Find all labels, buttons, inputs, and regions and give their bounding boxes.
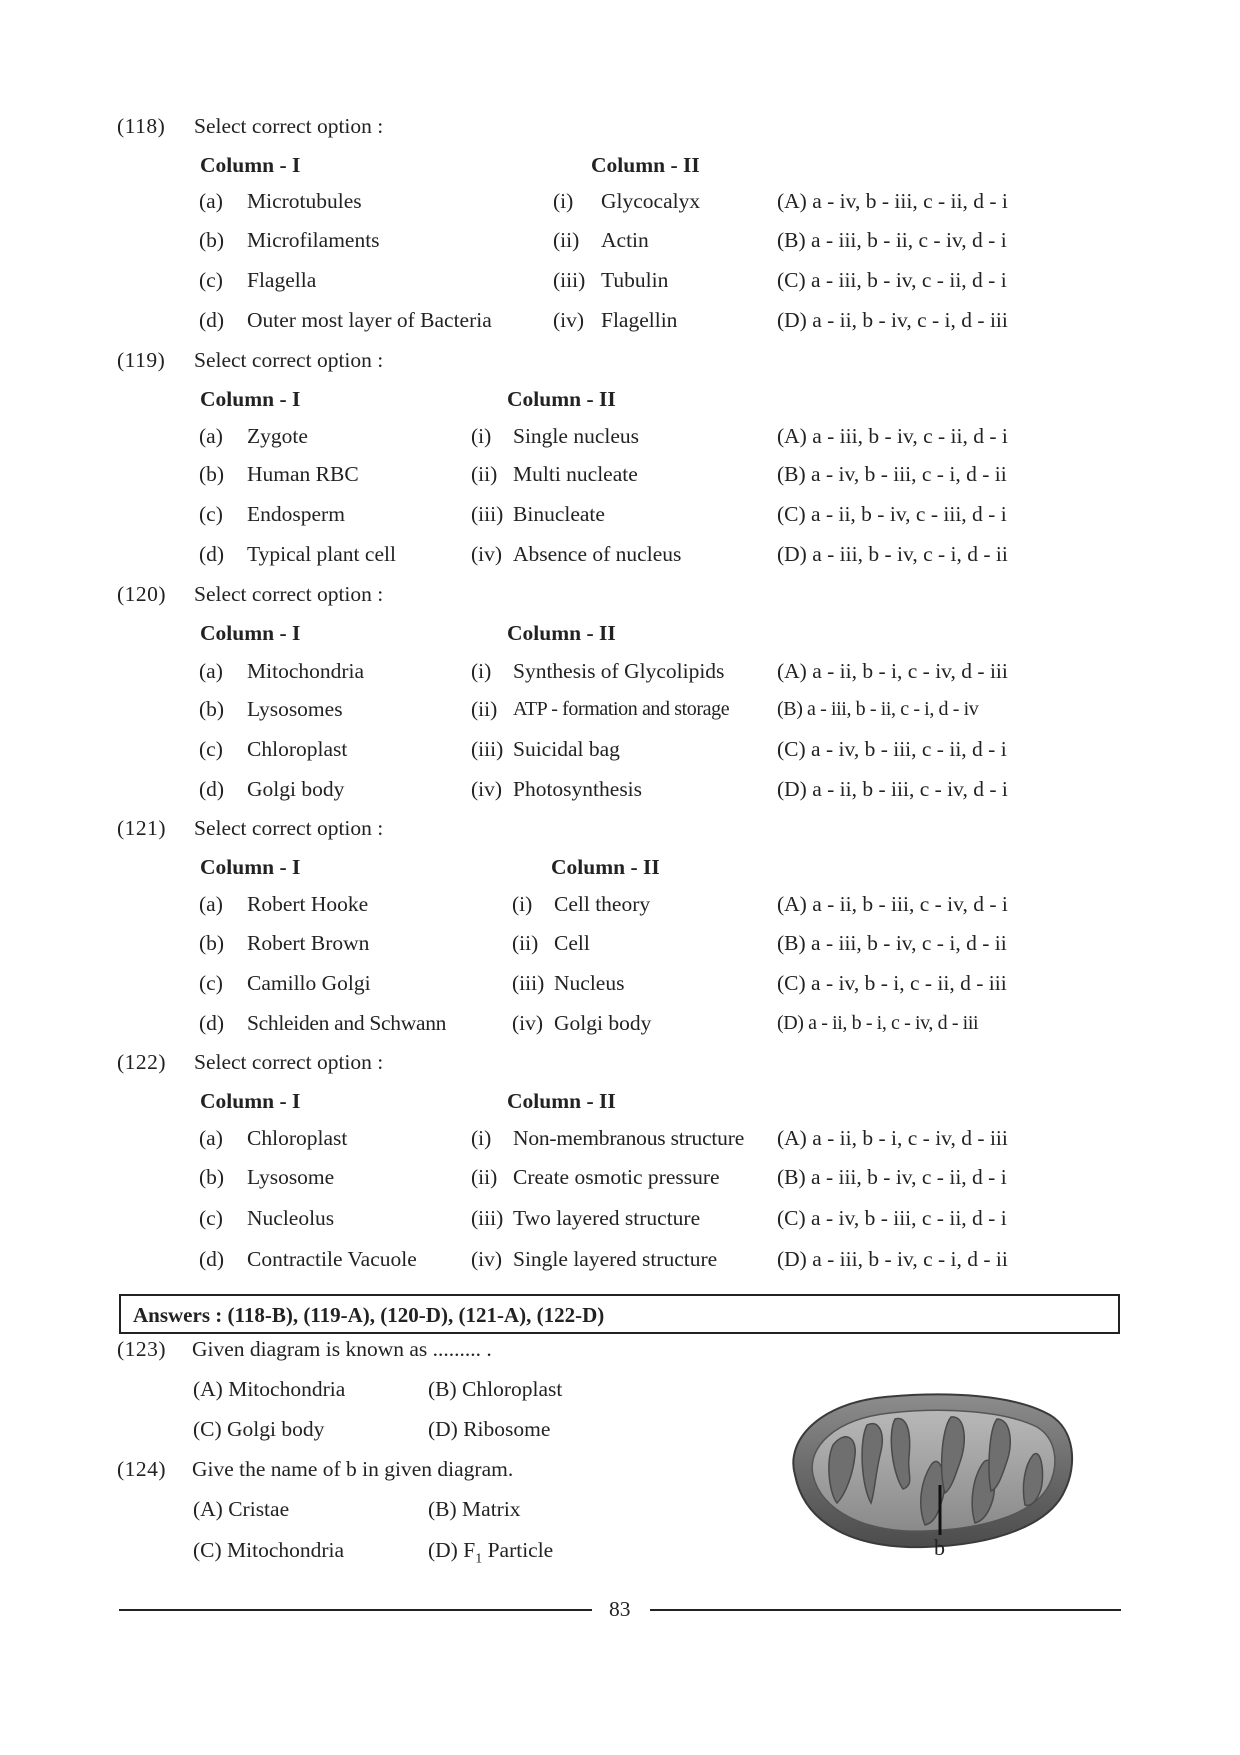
row-label: (iii): [553, 268, 586, 292]
column-1-header: Column - I: [200, 621, 301, 645]
answer-option: (A) a - iii, b - iv, c - ii, d - i: [777, 424, 1008, 448]
column-1-item: Nucleolus: [247, 1206, 335, 1230]
column-1-item: Contractile Vacuole: [247, 1247, 417, 1271]
row-label: (a): [199, 189, 223, 213]
option-a: (A) Cristae: [193, 1497, 290, 1521]
row-label: (c): [199, 1206, 223, 1230]
column-2-header: Column - II: [507, 621, 616, 645]
answer-option: (B) a - iii, b - iv, c - ii, d - i: [777, 1165, 1007, 1189]
question-number: (121): [117, 816, 167, 840]
row-label: (iv): [553, 308, 585, 332]
column-2-item: Suicidal bag: [513, 737, 620, 761]
column-2-item: Create osmotic pressure: [513, 1165, 720, 1189]
column-2-header: Column - II: [507, 1089, 616, 1113]
column-1-item: Mitochondria: [247, 659, 365, 683]
column-2-item: Absence of nucleus: [513, 542, 682, 566]
row-label: (b): [199, 1165, 225, 1189]
row-label: (iii): [471, 1206, 504, 1230]
answer-option: (C) a - ii, b - iv, c - iii, d - i: [777, 502, 1007, 526]
row-label: (ii): [471, 1165, 498, 1189]
answer-option: (D) a - ii, b - iii, c - iv, d - i: [777, 777, 1008, 801]
diagram-label-b: b: [934, 1535, 945, 1560]
row-label: (ii): [553, 228, 580, 252]
question-prompt: Select correct option :: [194, 348, 384, 372]
column-2-header: Column - II: [551, 855, 660, 879]
option-d: [428, 1540, 553, 1566]
column-1-item: Robert Brown: [247, 931, 370, 955]
column-2-item: Single nucleus: [513, 424, 639, 448]
row-label: (b): [199, 931, 225, 955]
column-2-item: Tubulin: [601, 268, 669, 292]
answer-option: (A) a - ii, b - i, c - iv, d - iii: [777, 659, 1008, 683]
row-label: (i): [471, 424, 492, 448]
column-2-item: Binucleate: [513, 502, 605, 526]
column-1-item: Camillo Golgi: [247, 971, 371, 995]
row-label: (iii): [512, 971, 545, 995]
footer-rule-left: [119, 1609, 592, 1611]
row-label: (iii): [471, 737, 504, 761]
row-label: (ii): [512, 931, 539, 955]
answer-option: (A) a - ii, b - i, c - iv, d - iii: [777, 1126, 1008, 1150]
row-label: (c): [199, 971, 223, 995]
question-prompt: Select correct option :: [194, 114, 384, 138]
row-label: (c): [199, 737, 223, 761]
question-number: (122): [117, 1050, 167, 1074]
column-2-item: Golgi body: [554, 1011, 652, 1035]
column-1-item: Chloroplast: [247, 1126, 348, 1150]
option-d-prefix: (D) F: [428, 1538, 476, 1562]
answer-option: (B) a - iii, b - iv, c - i, d - ii: [777, 931, 1007, 955]
row-label: (iii): [471, 502, 504, 526]
column-1-item: Endosperm: [247, 502, 345, 526]
row-label: (iv): [512, 1011, 544, 1035]
column-1-item: Golgi body: [247, 777, 345, 801]
question-number: (119): [117, 348, 166, 372]
row-label: (d): [199, 542, 225, 566]
column-1-header: Column - I: [200, 855, 301, 879]
column-2-item: Single layered structure: [513, 1247, 718, 1271]
row-label: (c): [199, 502, 223, 526]
row-label: (iv): [471, 777, 503, 801]
row-label: (a): [199, 659, 223, 683]
column-2-item: Glycocalyx: [601, 189, 701, 213]
answer-option: (A) a - iv, b - iii, c - ii, d - i: [777, 189, 1008, 213]
answer-option: (D) a - ii, b - iv, c - i, d - iii: [777, 308, 1008, 332]
column-1-header: Column - I: [200, 387, 301, 411]
row-label: (d): [199, 1247, 225, 1271]
column-2-item: Multi nucleate: [513, 462, 638, 486]
column-1-item: Human RBC: [247, 462, 359, 486]
mitochondrion-diagram: [775, 1385, 1080, 1565]
column-2-item: Two layered structure: [513, 1206, 701, 1230]
row-label: (a): [199, 892, 223, 916]
column-2-item: Cell theory: [554, 892, 651, 916]
column-2-item: Cell: [554, 931, 590, 955]
column-1-item: Flagella: [247, 268, 317, 292]
row-label: (b): [199, 697, 225, 721]
row-label: (d): [199, 308, 225, 332]
column-1-header: Column - I: [200, 1089, 301, 1113]
column-2-header: Column - II: [591, 153, 700, 177]
answer-option: (D) a - iii, b - iv, c - i, d - ii: [777, 1247, 1008, 1271]
question-number: (118): [117, 114, 166, 138]
row-label: (b): [199, 228, 225, 252]
question-prompt: Select correct option :: [194, 582, 384, 606]
column-2-item: Non-membranous structure: [513, 1126, 745, 1150]
row-label: (c): [199, 268, 223, 292]
question-number: (123): [117, 1337, 167, 1361]
row-label: (i): [553, 189, 574, 213]
answer-option: (B) a - iii, b - ii, c - i, d - iv: [777, 698, 979, 720]
option-d-suffix: Particle: [482, 1538, 554, 1562]
option-c: (C) Mitochondria: [193, 1538, 345, 1562]
footer-rule-right: [650, 1609, 1121, 1611]
column-1-item: Lysosomes: [247, 697, 343, 721]
answer-option: (B) a - iii, b - ii, c - iv, d - i: [777, 228, 1007, 252]
option-b: (B) Chloroplast: [428, 1377, 563, 1401]
option-d-subscript: 1: [475, 1551, 483, 1567]
column-2-item: Synthesis of Glycolipids: [513, 659, 725, 683]
answer-option: (D) a - iii, b - iv, c - i, d - ii: [777, 542, 1008, 566]
column-1-item: Robert Hooke: [247, 892, 369, 916]
answer-option: (C) a - iv, b - iii, c - ii, d - i: [777, 1206, 1007, 1230]
row-label: (d): [199, 777, 225, 801]
column-1-item: Typical plant cell: [247, 542, 396, 566]
question-number: (120): [117, 582, 167, 606]
column-2-header: Column - II: [507, 387, 616, 411]
option-c: (C) Golgi body: [193, 1417, 325, 1441]
question-prompt: Given diagram is known as ......... .: [192, 1337, 492, 1361]
page-number: 83: [609, 1597, 631, 1621]
answer-option: (B) a - iv, b - iii, c - i, d - ii: [777, 462, 1007, 486]
column-1-header: Column - I: [200, 153, 301, 177]
column-1-item: Outer most layer of Bacteria: [247, 308, 492, 332]
row-label: (i): [471, 1126, 492, 1150]
question-number: (124): [117, 1457, 167, 1481]
answers-text: Answers : (118-B), (119-A), (120-D), (121-A), (122-D): [133, 1303, 605, 1327]
question-prompt: Give the name of b in given diagram.: [192, 1457, 514, 1481]
column-1-item: Microtubules: [247, 189, 362, 213]
row-label: (d): [199, 1011, 225, 1035]
row-label: (i): [512, 892, 533, 916]
row-label: (ii): [471, 697, 498, 721]
option-d: (D) Ribosome: [428, 1417, 551, 1441]
column-2-item: ATP - formation and storage: [513, 698, 730, 720]
answer-option: (C) a - iv, b - i, c - ii, d - iii: [777, 971, 1007, 995]
row-label: (b): [199, 462, 225, 486]
column-1-item: Chloroplast: [247, 737, 348, 761]
row-label: (i): [471, 659, 492, 683]
row-label: (ii): [471, 462, 498, 486]
answer-option: (A) a - ii, b - iii, c - iv, d - i: [777, 892, 1008, 916]
column-2-item: Nucleus: [554, 971, 625, 995]
option-b: (B) Matrix: [428, 1497, 521, 1521]
question-prompt: Select correct option :: [194, 816, 384, 840]
column-2-item: Flagellin: [601, 308, 678, 332]
row-label: (iv): [471, 542, 503, 566]
column-1-item: Microfilaments: [247, 228, 380, 252]
answer-option: (C) a - iii, b - iv, c - ii, d - i: [777, 268, 1007, 292]
column-2-item: Photosynthesis: [513, 777, 643, 801]
answer-option: (D) a - ii, b - i, c - iv, d - iii: [777, 1012, 979, 1034]
row-label: (iv): [471, 1247, 503, 1271]
answers-box: [119, 1294, 1120, 1334]
answer-option: (C) a - iv, b - iii, c - ii, d - i: [777, 737, 1007, 761]
row-label: (a): [199, 1126, 223, 1150]
option-a: (A) Mitochondria: [193, 1377, 346, 1401]
column-1-item: Schleiden and Schwann: [247, 1011, 447, 1035]
column-1-item: Zygote: [247, 424, 308, 448]
row-label: (a): [199, 424, 223, 448]
column-2-item: Actin: [601, 228, 649, 252]
question-prompt: Select correct option :: [194, 1050, 384, 1074]
column-1-item: Lysosome: [247, 1165, 335, 1189]
